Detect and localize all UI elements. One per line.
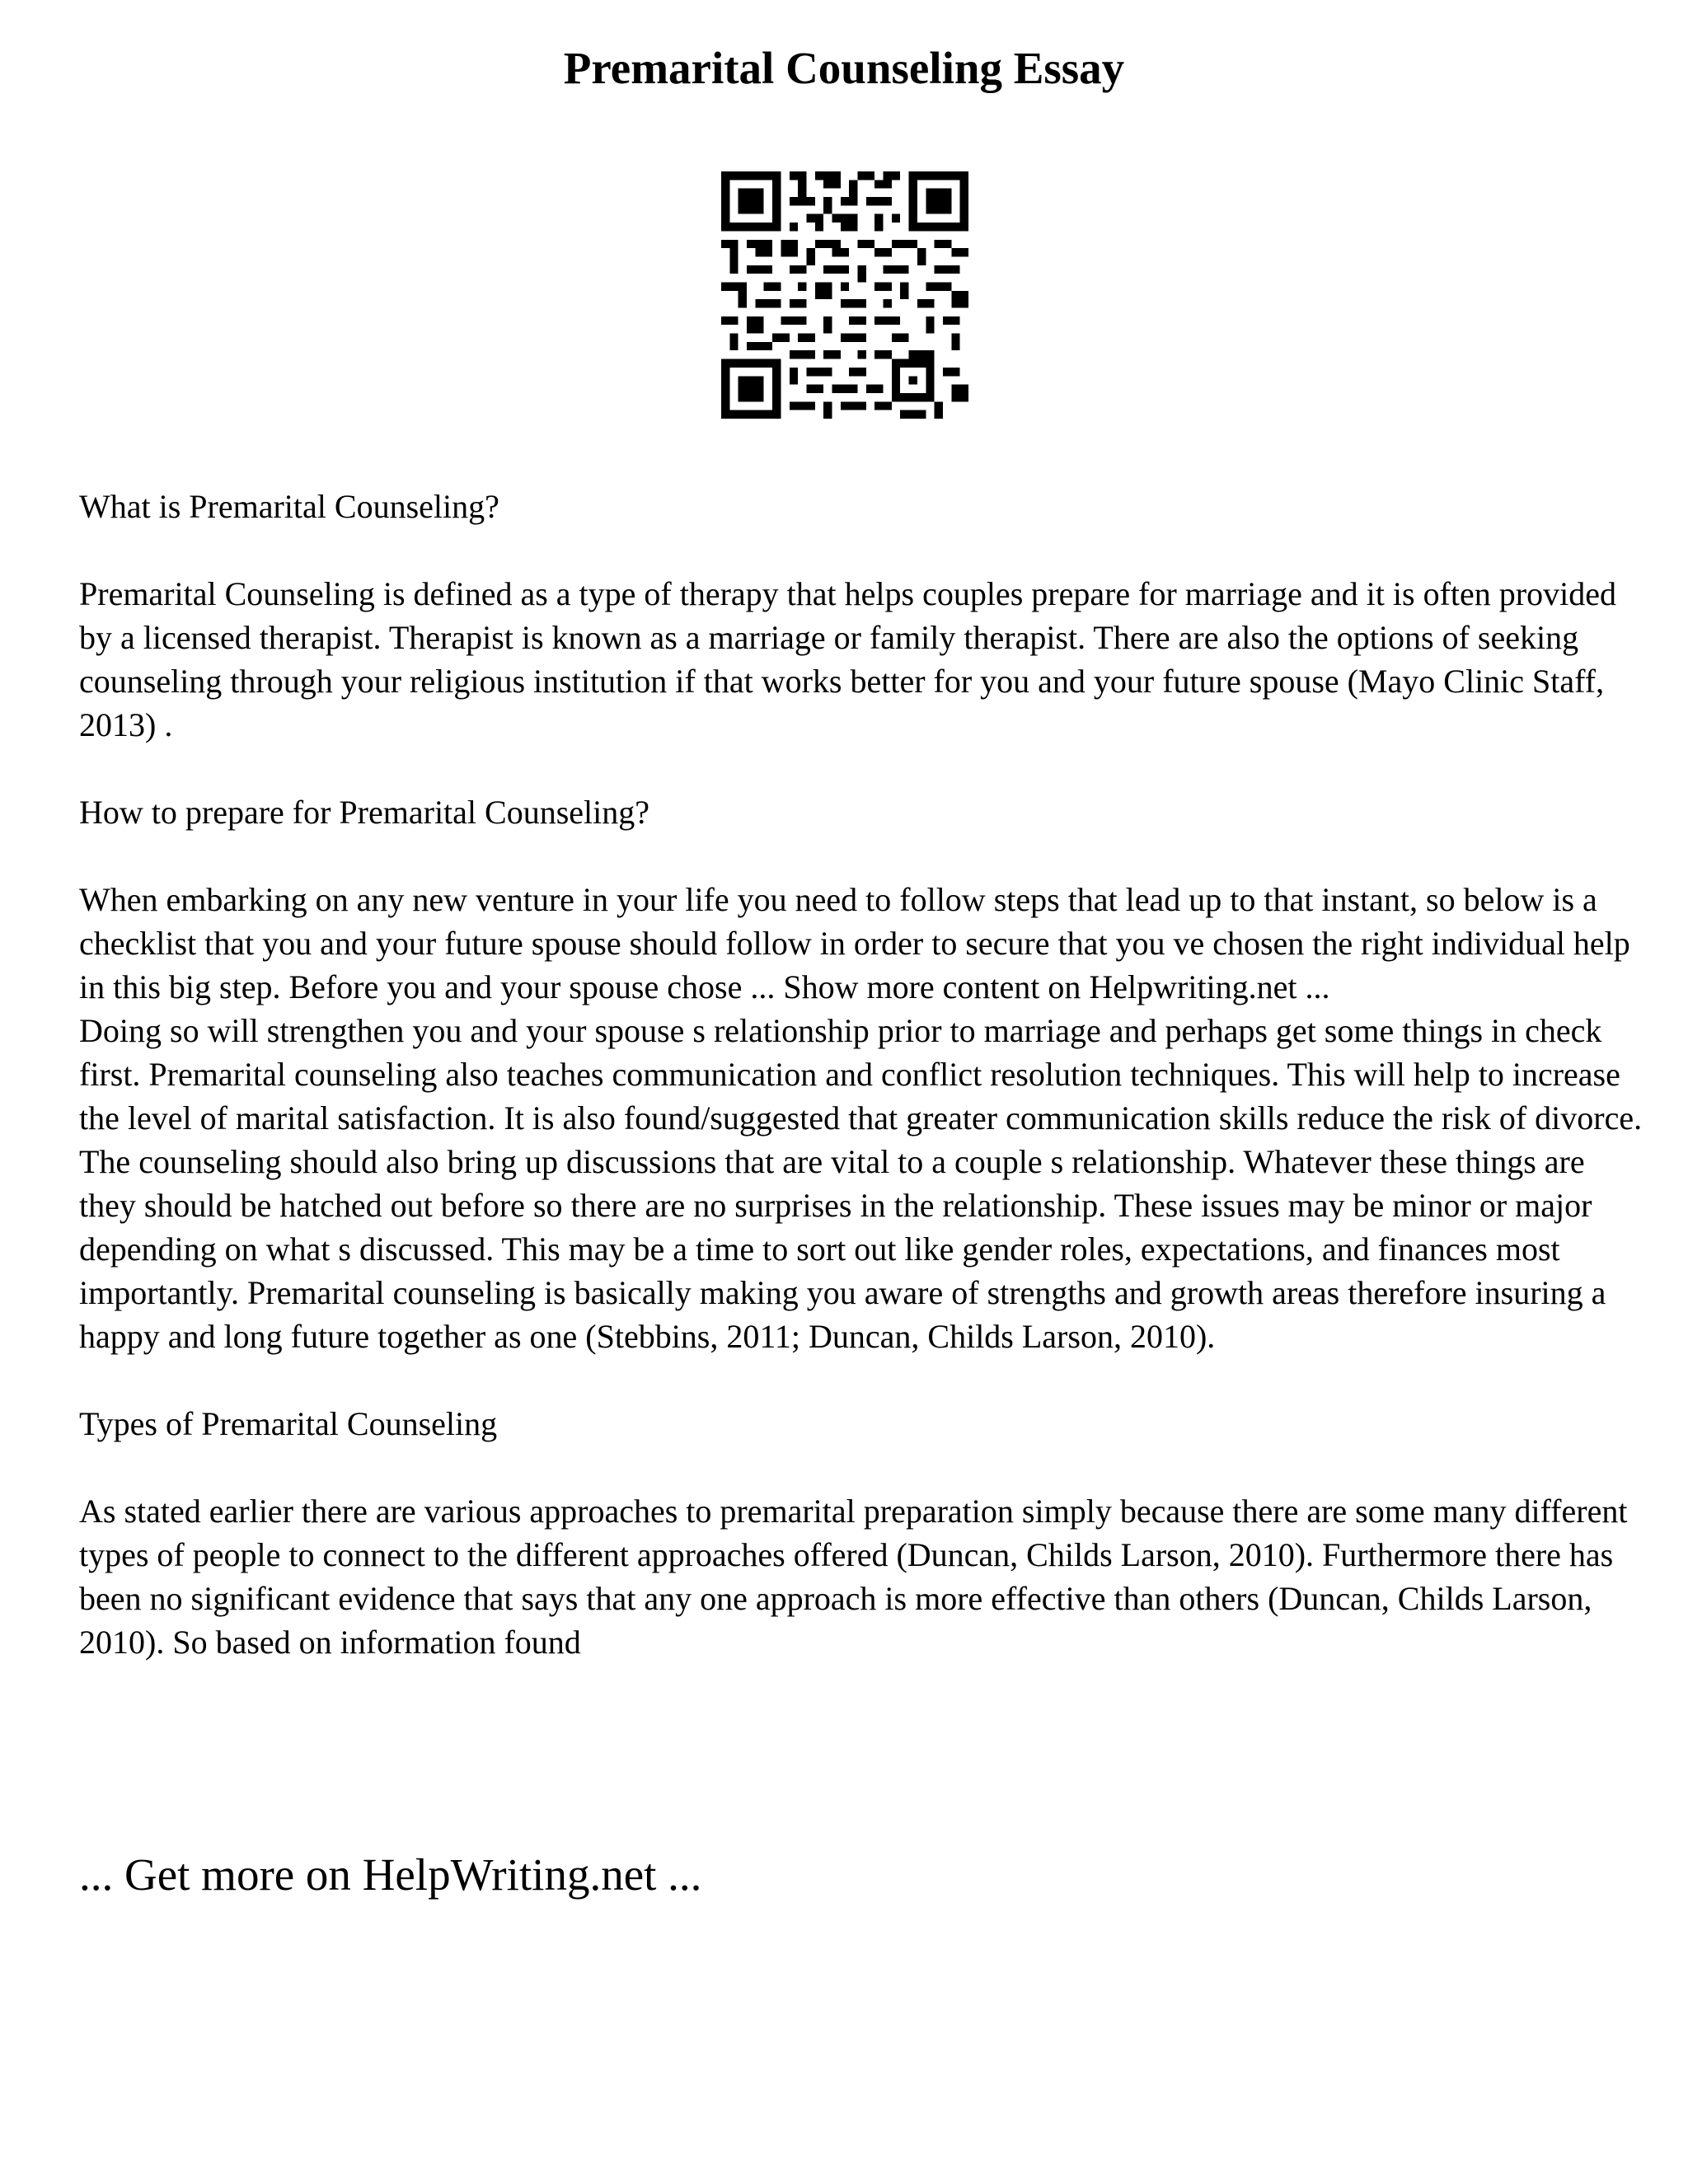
paragraph: Doing so will strengthen you and your spouse s relationship prior to marriage and perhaps get some things in check first. Premarital counseling also teaches communication and conflict resolution techniques. This will help to increase the level of marital satisfaction. It is also found/suggested that greater communication skills reduce the risk of divorce. The counseling should also bring up discussions that are vital to a couple s relationship. Whatever these things are they should be hatched out before so there are no surprises in the relationship. These issues may be minor or major depending on what s discussed. This may be a time to sort out like gender roles, expectations, and finances most importantly. Premarital counseling is basically making you aware of strengths and growth areas therefore insuring a happy and long future together as one (Stebbins, 2011; Duncan, Childs Larson, 2010). (79, 1012, 1643, 1355)
get-more-link[interactable]: ... Get more on HelpWriting.net ... (79, 1849, 702, 1900)
essay-body (79, 485, 1645, 1664)
section-heading: Types of Premarital Counseling (79, 1405, 498, 1442)
section-heading: What is Premarital Counseling? (79, 488, 499, 525)
paragraph: As stated earlier there are various approaches to premarital preparation simply because there are some many different types of people to connect to the different approaches offered (Duncan, Childs Larson, 2010). Furthermore there has been no significant evidence that says that any one approach is more effective than others (Duncan, Childs Larson, 2010). So based on information found (79, 1493, 1628, 1661)
document-title: Premarital Counseling Essay (563, 43, 1125, 93)
qr-code-icon (721, 171, 968, 419)
section-heading: How to prepare for Premarital Counseling? (79, 794, 650, 831)
paragraph: When embarking on any new venture in your life you need to follow steps that lead up to that instant, so below is a checklist that you and your future spouse should follow in order to secure that you ve chosen the right individual help in this big step. Before you and your spouse chose ... Show more content on Helpwriting.net ... (79, 881, 1630, 1005)
paragraph: Premarital Counseling is defined as a type of therapy that helps couples prepare for marriage and it is often provided by a licensed therapist. Therapist is known as a marriage or family therapist. There are also the options of seeking counseling through your religious institution if that works better for you and your future spouse (Mayo Clinic Staff, 2013) . (79, 575, 1616, 743)
